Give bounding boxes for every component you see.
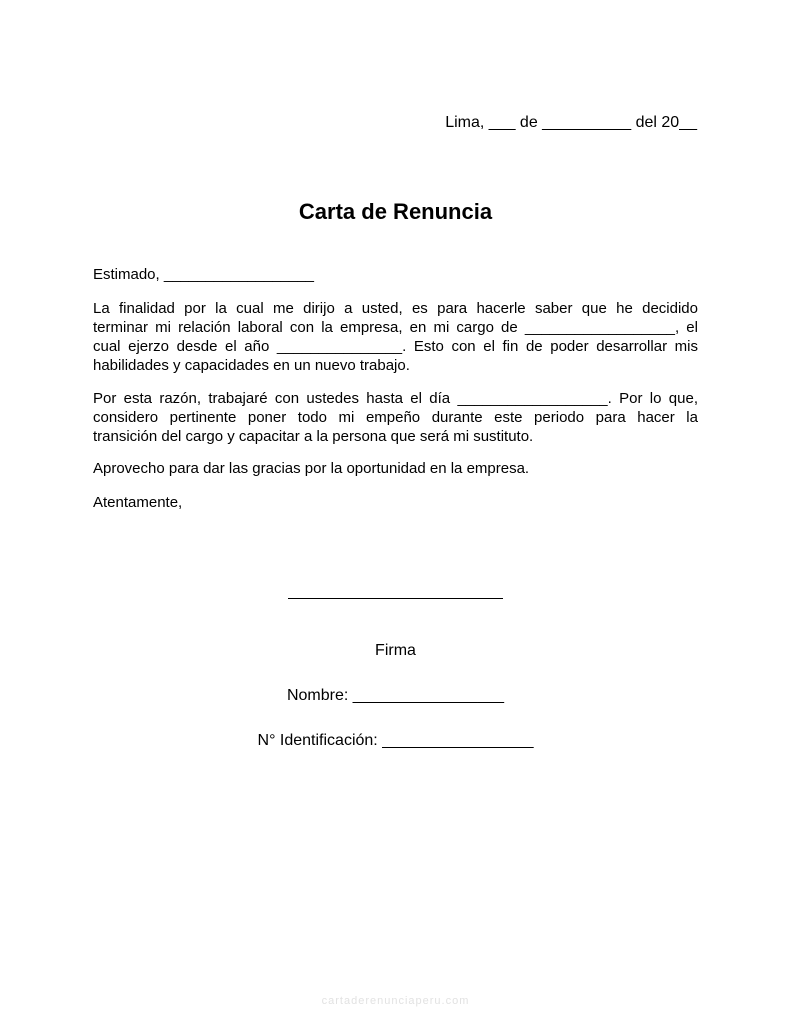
paragraph-line: transición del cargo y capacitar a la persona que será mi sustituto. (93, 428, 534, 445)
letter-title: Carta de Renuncia (298, 199, 493, 224)
id-field: N° Identificación: _________________ (257, 732, 534, 749)
watermark: cartaderenunciaperu.com (321, 995, 470, 1007)
paragraph-line: cual ejerzo desde el año _______________. Esto con el fin de poder desarrollar mis (93, 338, 698, 355)
closing: Atentamente, (93, 494, 183, 511)
signature-label: Firma (375, 642, 416, 659)
paragraph-line: Por esta razón, trabajaré con ustedes hasta el día __________________. Por lo que, (93, 390, 698, 407)
paragraph-line: habilidades y capacidades en un nuevo trabajo. (93, 357, 410, 374)
name-field: Nombre: _________________ (286, 687, 505, 704)
greeting: Estimado, __________________ (93, 266, 315, 283)
paragraph-end-date (93, 389, 698, 446)
paragraph-line: considero pertinente poner todo mi empeño durante este periodo para hacer la (93, 409, 698, 426)
date-line: Lima, ___ de __________ del 20__ (445, 114, 697, 131)
paragraph-intro (93, 299, 698, 375)
paragraph-thanks: Aprovecho para dar las gracias por la oportunidad en la empresa. (93, 460, 530, 477)
signature-line (288, 598, 503, 599)
paragraph-line: La finalidad por la cual me dirijo a usted, es para hacerle saber que he decidido (93, 300, 698, 317)
paragraph-line: terminar mi relación laboral con la empresa, en mi cargo de __________________, el (93, 319, 698, 336)
